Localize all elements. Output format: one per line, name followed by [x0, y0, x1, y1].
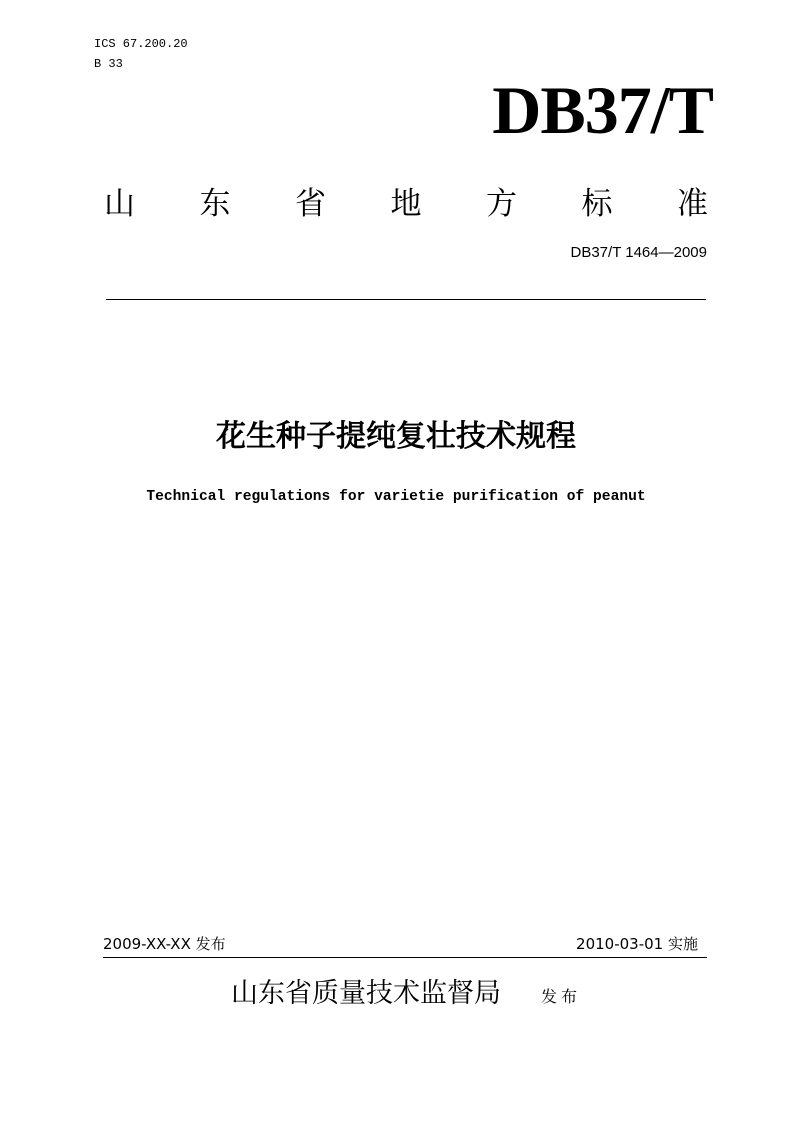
ccs-code: B 33: [94, 57, 123, 71]
standard-type-char: 标: [581, 186, 613, 222]
top-divider: [106, 299, 706, 300]
standard-type: [104, 183, 708, 225]
standard-number: DB37/T 1464—2009: [570, 244, 707, 261]
issue-date: 2009-XX-XX 发布: [103, 935, 226, 953]
publisher-name: 山东省质量技术监督局: [231, 978, 501, 1009]
bottom-divider: [103, 957, 707, 958]
document-title-chinese: 花生种子提纯复壮技术规程: [216, 419, 576, 454]
document-title-english: Technical regulations for varietie purification of peanut: [146, 489, 646, 505]
standard-type-char: 省: [295, 186, 326, 222]
standard-type-char: 地: [390, 186, 422, 222]
standard-type-char: 东: [199, 186, 231, 222]
ics-code: ICS 67.200.20: [94, 37, 188, 51]
standard-type-char: 方: [486, 186, 517, 222]
standard-type-char: 准: [677, 186, 708, 222]
standard-type-char: 山: [104, 186, 135, 222]
publish-label: 发布: [541, 987, 582, 1006]
standard-code: DB37/T: [492, 72, 713, 148]
implementation-date: 2010-03-01 实施: [576, 935, 698, 953]
